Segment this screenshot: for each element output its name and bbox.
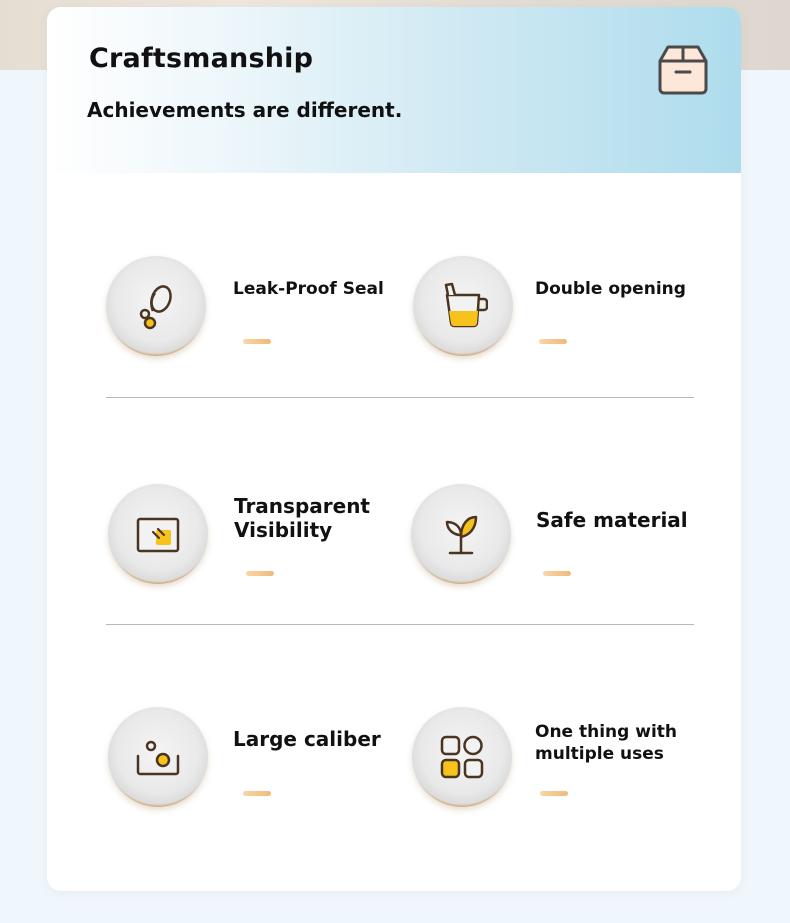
- droplets-icon: [131, 281, 181, 331]
- card-header: [47, 7, 741, 173]
- page-subtitle: Achievements are different.: [87, 98, 403, 122]
- feature-label-large-caliber: Large caliber: [233, 727, 381, 751]
- label-underline-dash: [540, 791, 568, 796]
- sprout-icon: [436, 509, 486, 559]
- package-box-icon: [656, 43, 710, 97]
- label-underline-dash: [246, 571, 274, 576]
- double-opening-medal: [413, 256, 513, 356]
- craftsmanship-card: [47, 7, 741, 891]
- multiple-uses-medal: [412, 707, 512, 807]
- label-underline-dash: [243, 791, 271, 796]
- label-underline-dash: [539, 339, 567, 344]
- feature-label-transparent-visibility: Transparent Visibility: [234, 494, 370, 542]
- row-divider: [106, 397, 694, 398]
- large-caliber-medal: [108, 707, 208, 807]
- safe-material-medal: [411, 484, 511, 584]
- cup-icon: [438, 281, 488, 331]
- transparent-visibility-medal: [108, 484, 208, 584]
- feature-label-double-opening: Double opening: [535, 279, 686, 299]
- page-title: Craftsmanship: [89, 43, 314, 74]
- window-icon: [133, 509, 183, 559]
- feature-label-leak-proof: Leak-Proof Seal: [233, 279, 384, 299]
- wide-mouth-icon: [133, 732, 183, 782]
- label-underline-dash: [543, 571, 571, 576]
- leak-proof-medal: [106, 256, 206, 356]
- feature-label-multiple-uses: One thing with multiple uses: [535, 722, 678, 764]
- row-divider: [106, 624, 694, 625]
- feature-label-safe-material: Safe material: [536, 508, 688, 532]
- label-underline-dash: [243, 339, 271, 344]
- grid-apps-icon: [437, 732, 487, 782]
